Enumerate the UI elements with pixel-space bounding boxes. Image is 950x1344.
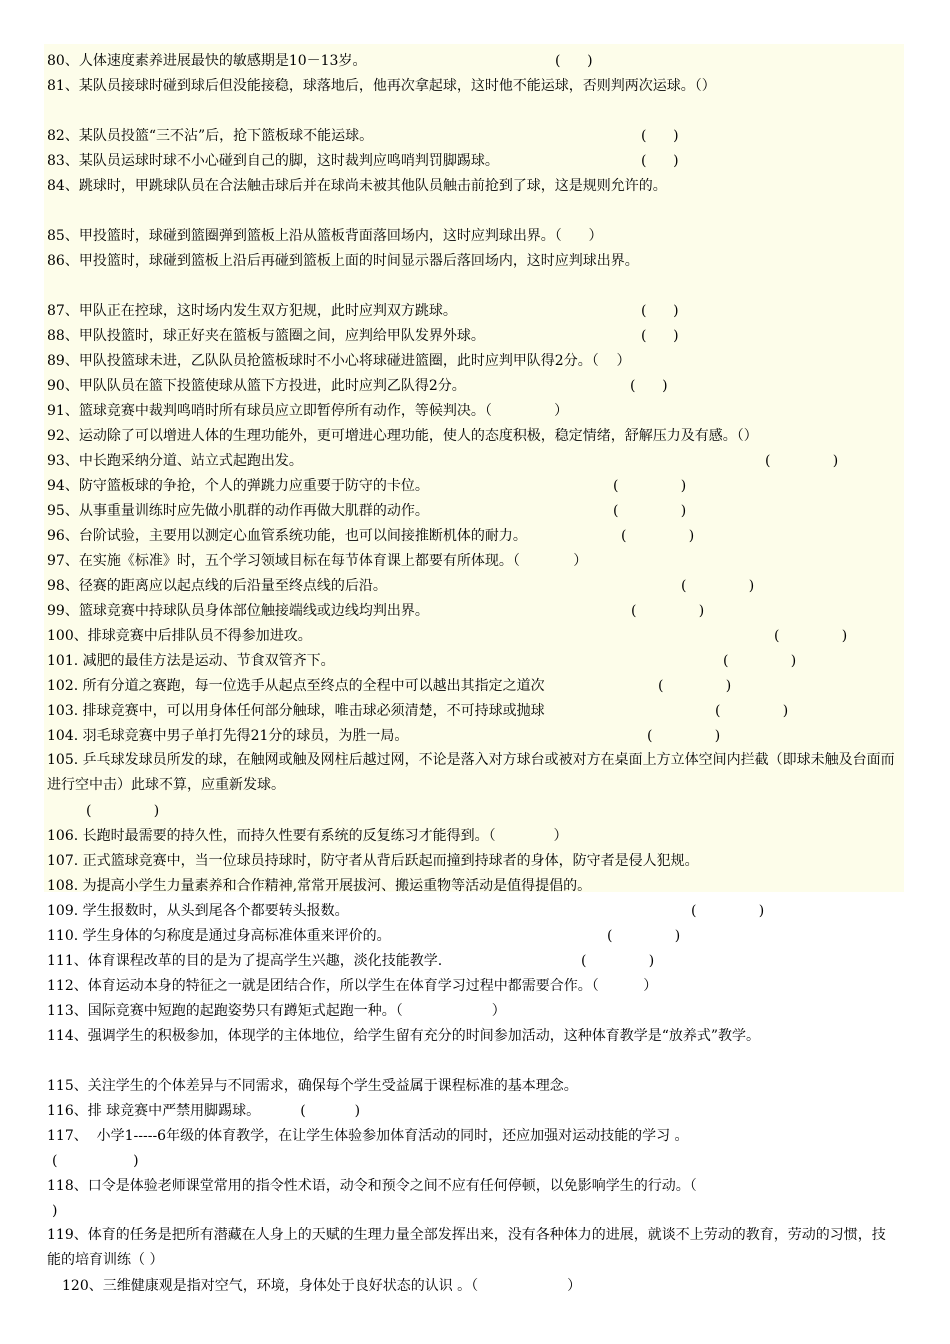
question-93: 93、中长跑采纳分道、站立式起跑出发。 ( ) — [47, 453, 839, 469]
question-94: 94、防守篮板球的争抢，个人的弹跳力应重要于防守的卡位。 ( ) — [47, 478, 687, 494]
question-103: 103. 排球竞赛中，可以用身体任何部分触球，唯击球必须清楚，不可持球或抛球 ( ) — [47, 703, 789, 719]
answer-blank-118: ) — [52, 1203, 58, 1219]
question-108: 108. 为提高小学生力量素养和合作精神,常常开展拔河、搬运重物等活动是值得提倡的。 — [47, 878, 592, 894]
question-88: 88、甲队投篮时，球正好夹在篮板与篮圈之间，应判给甲队发界外球。 ( ) — [47, 328, 679, 344]
question-112: 112、体育运动本身的特征之一就是团结合作，所以学生在体育学习过程中都需要合作。（ ） — [47, 978, 658, 994]
question-114: 114、强调学生的积极参加，体现学的主体地位，给学生留有充分的时间参加活动，这种体育教学是“放养式”教学。 — [47, 1028, 761, 1044]
question-104: 104. 羽毛球竞赛中男子单打先得21分的球员，为胜一局。 ( ) — [47, 728, 721, 744]
question-95: 95、从事重量训练时应先做小肌群的动作再做大肌群的动作。 ( ) — [47, 503, 687, 519]
question-116: 116、排 球竞赛中严禁用脚踢球。 ( ) — [47, 1103, 361, 1119]
question-81: 81、某队员接球时碰到球后但没能接稳，球落地后，他再次拿起球，这时他不能运球，否则判两次运球。（） — [47, 78, 716, 94]
question-102: 102. 所有分道之赛跑，每一位选手从起点至终点的全程中可以越出其指定之道次 ( ) — [47, 678, 732, 694]
question-106: 106. 长跑时最需要的持久性，而持久性要有系统的反复练习才能得到。（ ） — [47, 828, 568, 844]
question-111: 111、体育课程改革的目的是为了提高学生兴趣，淡化技能教学. ( ) — [47, 953, 655, 969]
question-105: 105. 乒乓球发球员所发的球，在触网或触及网柱后越过网，不论是落入对方球台或被对方在桌面上方立体空间内拦截（即球未触及台面而进行空中击）此球不算，应重新发球。 — [47, 752, 895, 793]
question-91: 91、篮球竞赛中裁判鸣哨时所有球员应立即暂停所有动作，等候判决。（ ） — [47, 403, 569, 419]
question-110: 110. 学生身体的匀称度是通过身高标准体重来评价的。 ( ) — [47, 928, 681, 944]
question-83: 83、某队员运球时球不小心碰到自己的脚，这时裁判应鸣哨判罚脚踢球。 ( ) — [47, 153, 679, 169]
question-87: 87、甲队正在控球，这时场内发生双方犯规，此时应判双方跳球。 ( ) — [47, 303, 679, 319]
question-101: 101. 减肥的最佳方法是运动、节食双管齐下。 ( ) — [47, 653, 797, 669]
question-109: 109. 学生报数时，从头到尾各个都要转头报数。 ( ) — [47, 903, 765, 919]
question-118: 118、口令是体验老师课堂常用的指令性术语，动令和预令之间不应有任何停顿，以免影响学生的行动。（ — [47, 1178, 697, 1194]
question-84: 84、跳球时，甲跳球队员在合法触击球后并在球尚未被其他队员触击前抢到了球，这是规则允许的。 — [47, 178, 667, 194]
answer-blank-105: ( ) — [86, 803, 160, 819]
question-119: 119、体育的任务是把所有潜藏在人身上的天赋的生理力量全部发挥出来，没有各种体力的进展，就谈不上劳动的教育，劳动的习惯，技能的培育训练（ ） — [47, 1227, 886, 1268]
question-92: 92、运动除了可以增进人体的生理功能外，更可增进心理功能，使人的态度积极，稳定情绪，舒解压力及有感。（） — [47, 428, 758, 444]
question-115: 115、关注学生的个体差异与不同需求，确保每个学生受益属于课程标准的基本理念。 — [47, 1078, 578, 1094]
question-96: 96、台阶试验，主要用以测定心血管系统功能，也可以间接推断机体的耐力。 ( ) — [47, 528, 695, 544]
question-113: 113、国际竞赛中短跑的起跑姿势只有蹲矩式起跑一种。（ ） — [47, 1003, 506, 1019]
question-98: 98、径赛的距离应以起点线的后沿量至终点线的后沿。 ( ) — [47, 578, 755, 594]
question-80: 80、人体速度素养进展最快的敏感期是10－13岁。 ( ) — [47, 53, 593, 69]
question-86: 86、甲投篮时，球碰到篮板上沿后再碰到篮板上面的时间显示器后落回场内，这时应判球出界。 — [47, 253, 639, 269]
question-90: 90、甲队队员在篮下投篮使球从篮下方投进，此时应判乙队得2分。 ( ) — [47, 378, 668, 394]
question-100: 100、排球竞赛中后排队员不得参加进攻。 ( ) — [47, 628, 848, 644]
question-89: 89、甲队投篮球未进，乙队队员抢篮板球时不小心将球碰进篮圈，此时应判甲队得2分。（ ） — [47, 353, 631, 369]
question-85: 85、甲投篮时，球碰到篮圈弹到篮板上沿从篮板背面落回场内，这时应判球出界。（ ） — [47, 228, 603, 244]
question-97: 97、在实施《标准》时，五个学习领域目标在每节体育课上都要有所体现。（ ） — [47, 553, 588, 569]
question-117: 117、 小学1-----6年级的体育教学，在让学生体验参加体育活动的同时，还应加强对运动技能的学习 。 — [47, 1128, 689, 1144]
question-107: 107. 正式篮球竞赛中，当一位球员持球时，防守者从背后跃起而撞到持球者的身体，防守者是侵人犯规。 — [47, 853, 699, 869]
answer-blank-117: ( ) — [52, 1153, 139, 1169]
question-82: 82、某队员投篮“三不沾”后，抢下篮板球不能运球。 ( ) — [47, 128, 679, 144]
question-99: 99、篮球竞赛中持球队员身体部位触接端线或边线均判出界。 ( ) — [47, 603, 705, 619]
question-120: 120、三维健康观是指对空气，环境，身体处于良好状态的认识 。（ ） — [62, 1278, 582, 1294]
